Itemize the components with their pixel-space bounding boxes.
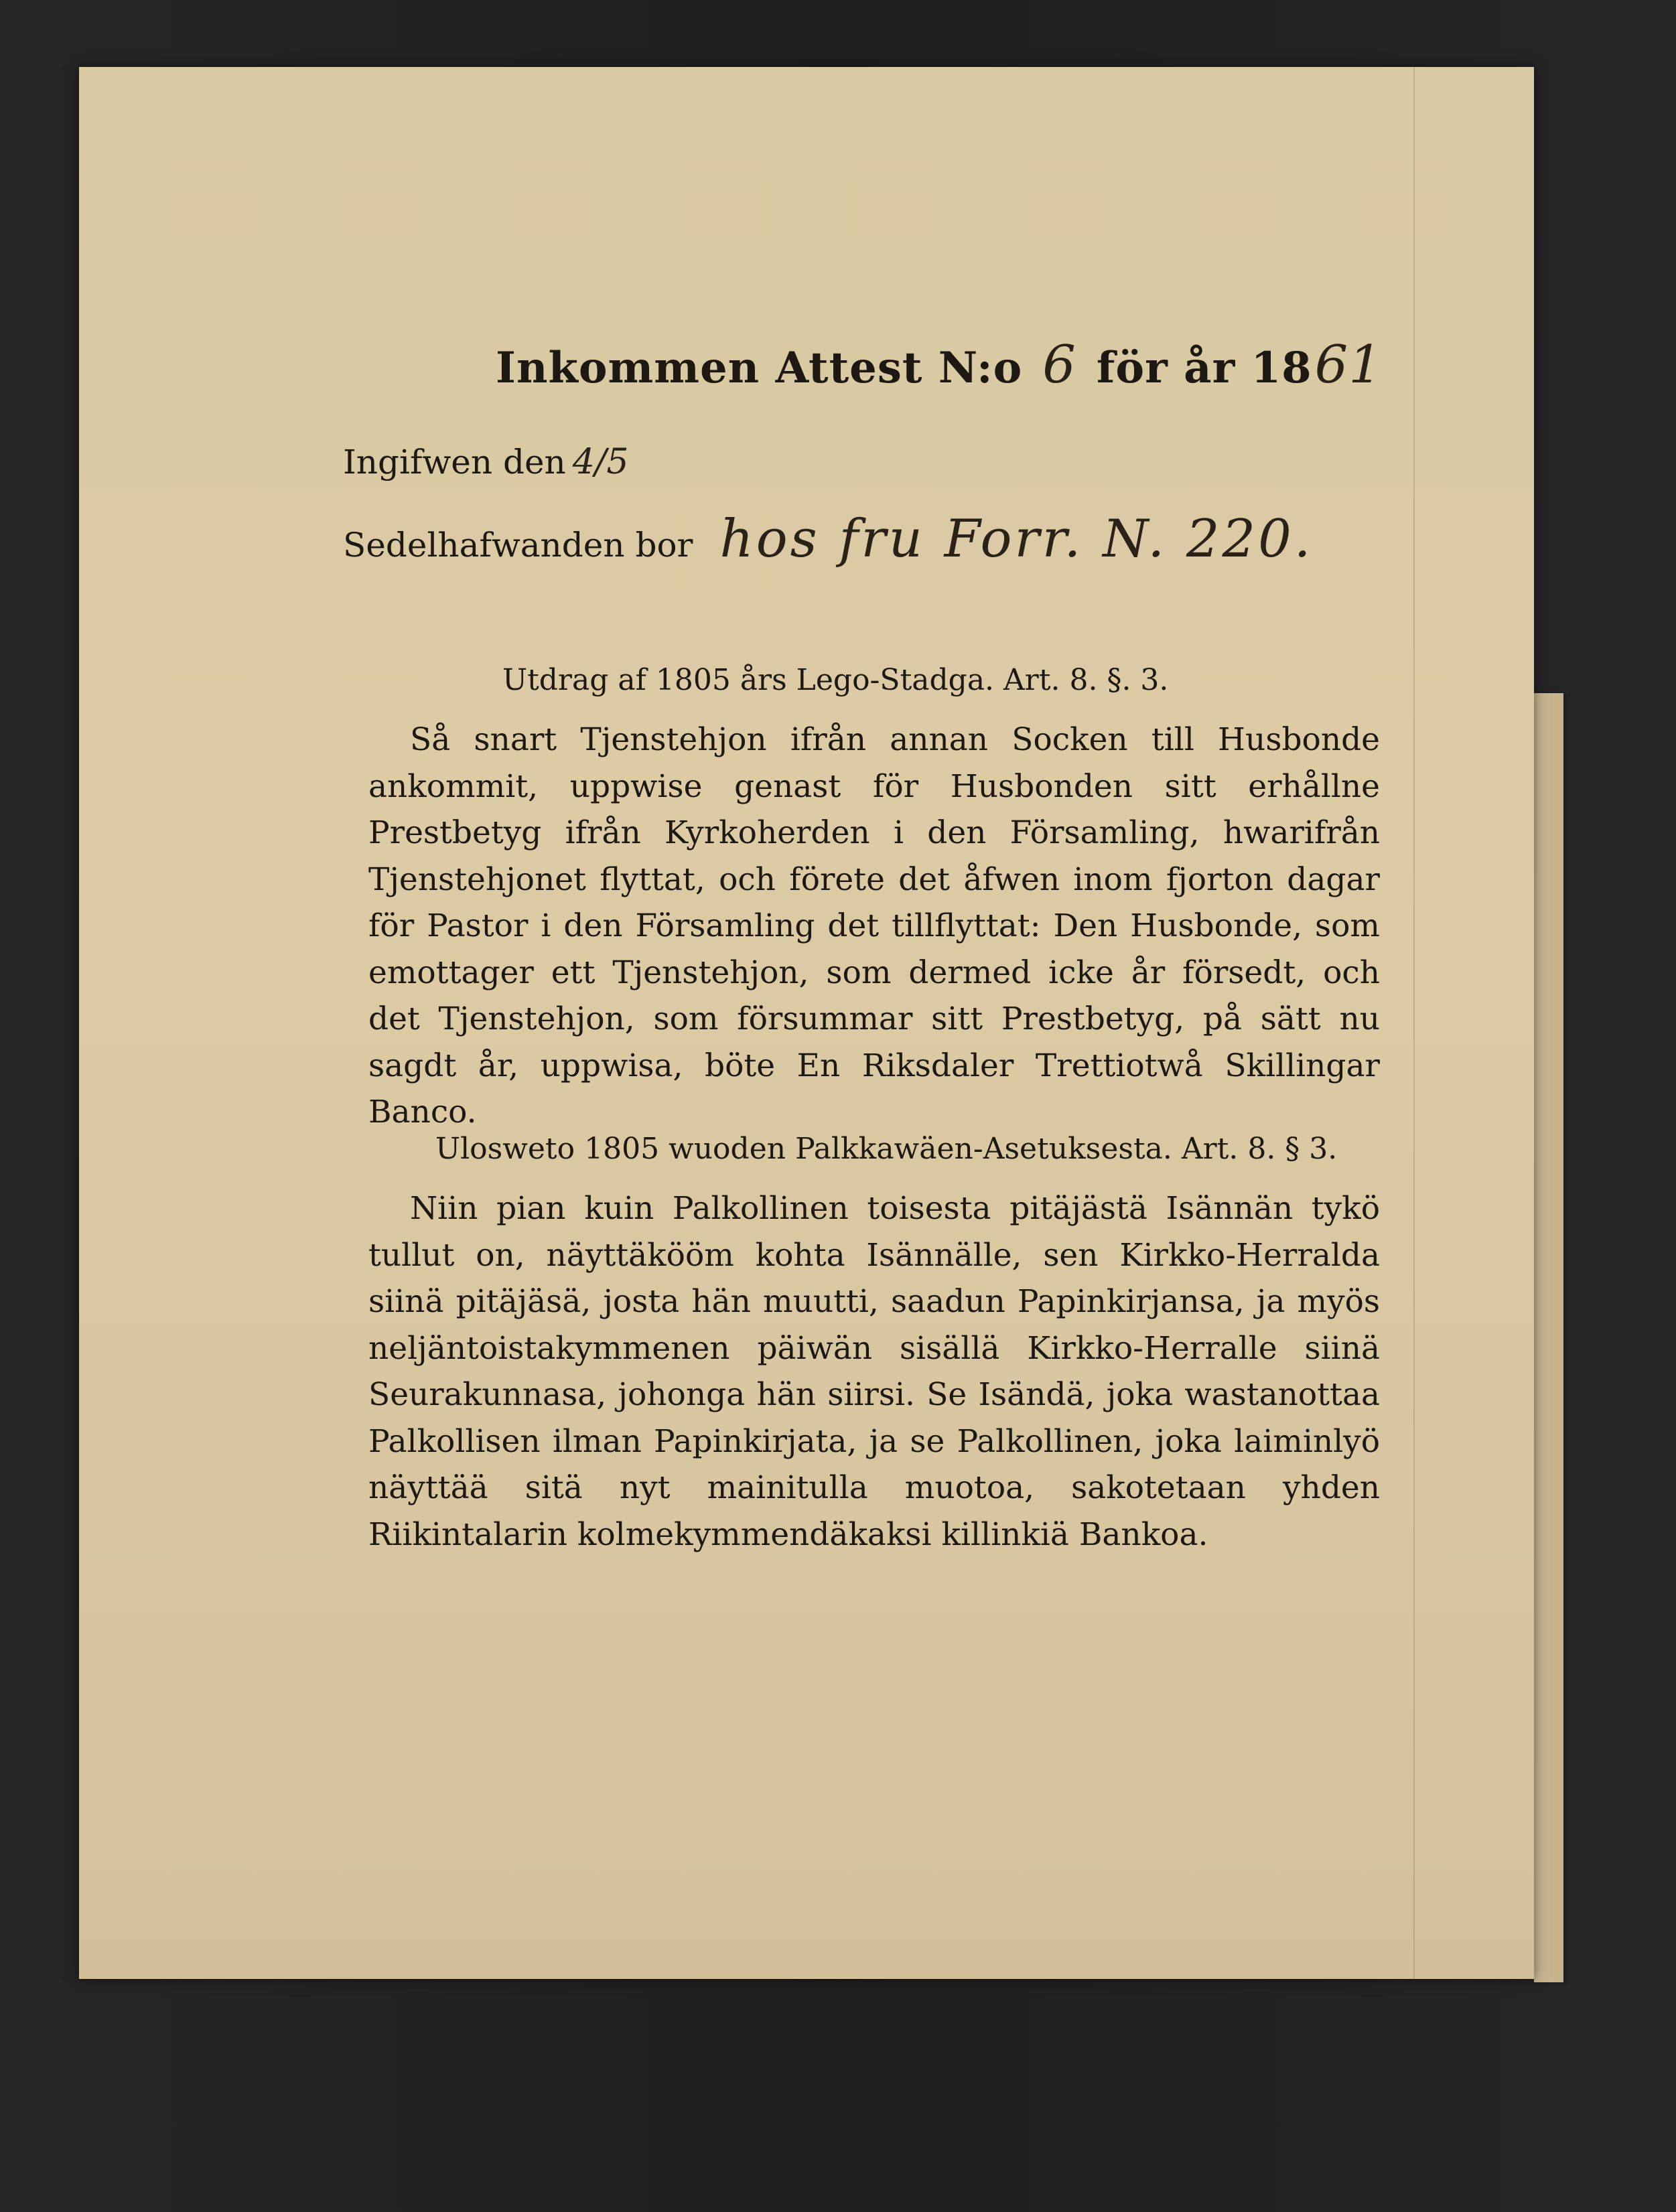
title-year-label: för år 18: [1096, 343, 1312, 393]
title-prefix: Inkommen Attest N:o: [496, 343, 1023, 393]
sedelhafwanden-line: [343, 509, 1314, 569]
paper-fold: [1413, 67, 1415, 1979]
ingifwen-label: Ingifwen den: [343, 443, 566, 482]
sedelhafwanden-label: Sedelhafwanden bor: [343, 526, 693, 565]
finnish-body: Niin pian kuin Palkollinen toisesta pitäjästä Isännän tykö tullut on, näyttäkööm kohta Isännälle, sen Kirkko-Herralda siinä pitäjäsä, josta hän muutti, saadun Papinkirjansa, ja myös neljäntoistakymmenen päiwän sisällä Kirkko-Herralle siinä Seurakunnasa, johonga hän siirsi. Se Isändä, joka wastanottaa Palkollisen ilman Papinkirjata, ja se Palkollinen, joka laiminlyö näyttää sitä nyt mainitulla muotoa, sakotetaan yhden Riikintalarin kolmekymmendäkaksi killinkiä Bankoa.: [368, 1190, 1380, 1553]
swedish-heading: Utdrag af 1805 års Lego-Stadga. Art. 8. §. 3.: [502, 663, 1169, 697]
ingifwen-date: 4/5: [572, 442, 629, 482]
handwritten-address: hos fru Forr. N. 220.: [719, 509, 1314, 569]
swedish-body: Så snart Tjenstehjon ifrån annan Socken till Husbonde ankommit, uppwise genast för Husbonden sitt erhållne Prestbetyg ifrån Kyrkoherden i den Församling, hwarifrån Tjenstehjonet flyttat, och förete det åfwen inom fjorton dagar för Pastor i den Församling det tillflyttat: Den Husbonde, som emottager ett Tjenstehjon, som dermed icke år försedt, och det Tjenstehjon, som försummar sitt Prestbetyg, på sätt nu sagdt år, uppwisa, böte En Riksdaler Trettiotwå Skillingar Banco.: [368, 721, 1380, 1130]
swedish-paragraph: [368, 717, 1380, 1136]
handwritten-attest-number: 6: [1042, 335, 1076, 395]
handwritten-year: 61: [1314, 335, 1383, 395]
ingifwen-line: [343, 442, 628, 482]
finnish-heading: Ulosweto 1805 wuoden Palkkawäen-Asetuksesta. Art. 8. § 3.: [435, 1132, 1338, 1166]
finnish-paragraph: [368, 1185, 1380, 1558]
document-title: [496, 335, 1403, 395]
underlying-sheet-edge: [1534, 693, 1563, 1982]
